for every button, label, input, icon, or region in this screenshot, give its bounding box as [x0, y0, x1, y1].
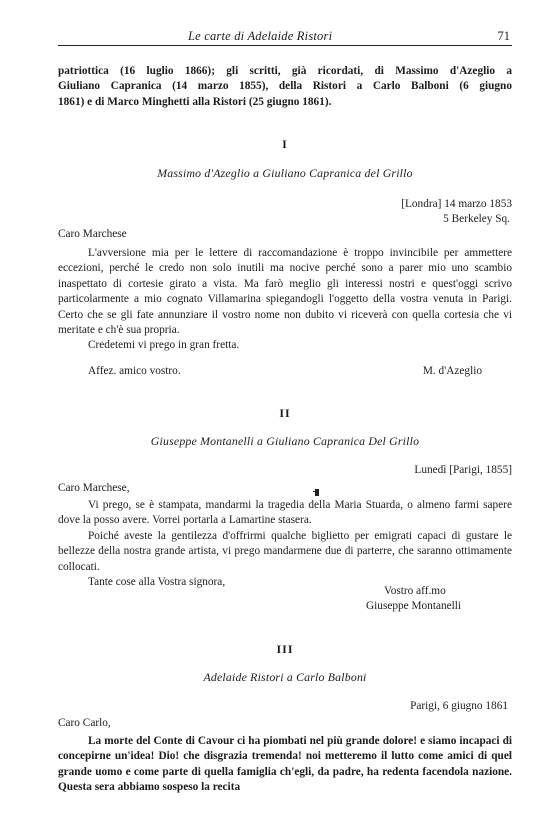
- letter-2-signature: Giuseppe Montanelli: [366, 600, 462, 613]
- page-header: [58, 29, 512, 46]
- dateline-place-date: [Londra] 14 marzo 1853: [401, 198, 512, 210]
- letter-1-closing: Affez. amico vostro.: [88, 365, 181, 377]
- letter-3-salutation: Caro Carlo,: [58, 717, 111, 729]
- running-title: Le carte di Adelaide Ristori: [188, 29, 333, 43]
- intro-paragraph: [58, 64, 512, 110]
- letter-2-paragraph: Tante cose alla Vostra signora,: [88, 576, 226, 589]
- letter-1-dateline: [58, 197, 512, 228]
- letter-2-paragraph: Vi prego, se è stampata, mandarmi la tragedia della Maria Stuarda, o almeno farmi sapere dove la posso avere. Vorrei portarla a Lamartine stasera.: [58, 499, 512, 527]
- intro-line: Giuliano Capranica (14 marzo 1855), della Ristori a Carlo Balboni (6 giugno: [58, 80, 512, 93]
- letter-1-closing-row: [58, 364, 512, 379]
- print-blot-mark: [313, 488, 322, 497]
- letter-3-body: [58, 734, 512, 796]
- letter-1-paragraph: Credetemi vi prego in gran fretta.: [88, 339, 240, 352]
- dateline-address: 5 Berkeley Sq.: [443, 213, 510, 226]
- dateline-place-date: Lunedì [Parigi, 1855]: [414, 464, 512, 476]
- letter-1-signature: M. d'Azeglio: [422, 365, 482, 377]
- letter-1-numeral: I: [282, 137, 288, 151]
- letter-2-closing-line: Vostro aff.mo: [384, 585, 446, 597]
- letter-3-numeral: III: [276, 642, 294, 656]
- letter-1-paragraph: L'avversione mia per le lettere di raccomandazione è troppo invincibile per ammettere eccezioni, perché le credo non solo inutili ma nocive perché sono a parer mio uno scambio inaspettato di cortesie girato a vista. Ma farò meglio gli interessi nostri e quest'oggi scrivo particolarmente a mio cognato Villamarina spiegandogli l'oggetto della vostra venuta in Parigi. Certo che se gli fate annunziare il vostro nome non dubito vi riceverà con quella cortesia che vi meritate e ch'è sua propria.: [58, 247, 512, 337]
- letter-2-closing: [58, 584, 512, 615]
- letter-1-salutation: Caro Marchese: [58, 228, 127, 240]
- letter-3-title: Adelaide Ristori a Carlo Balboni: [203, 670, 367, 684]
- dateline-place-date: Parigi, 6 giugno 1861: [410, 700, 508, 712]
- letter-2-salutation: Caro Marchese,: [58, 482, 130, 494]
- letter-2-paragraph: Poiché aveste la gentilezza d'offrirmi qualche biglietto per emigrati capaci di gustare le bellezze della nostra grande artista, vi prego mandarmene due di parterre, che saranno ottimamente collocati.: [58, 529, 512, 573]
- letter-3-paragraph: La morte del Conte di Cavour ci ha piombati nel più grande dolore! e siamo incapaci di concepirne un'idea! Dio! che disgrazia tremenda! noi metteremo il lutto come amici di quel grande uomo e come parte di quella famiglia ch'egli, da padre, ha redenta facendola nazione. Questa sera abbiamo sospeso la recita: [58, 735, 512, 794]
- letter-2-body: [58, 498, 512, 590]
- intro-line: 1861) e di Marco Minghetti alla Ristori (25 giugno 1861).: [58, 95, 332, 108]
- letter-3-dateline: [58, 699, 512, 714]
- intro-line: patriottica (16 luglio 1866); gli scritti, già ricordati, di Massimo d'Azeglio a: [58, 65, 512, 77]
- letter-2-dateline: [58, 463, 512, 478]
- letter-1-title: Massimo d'Azeglio a Giuliano Capranica del Grillo: [157, 166, 413, 180]
- letter-1-body: [58, 246, 512, 354]
- letter-2-title: Giuseppe Montanelli a Giuliano Capranica Del Grillo: [150, 434, 420, 448]
- letter-2-numeral: II: [279, 406, 291, 420]
- page-number: 71: [497, 29, 510, 43]
